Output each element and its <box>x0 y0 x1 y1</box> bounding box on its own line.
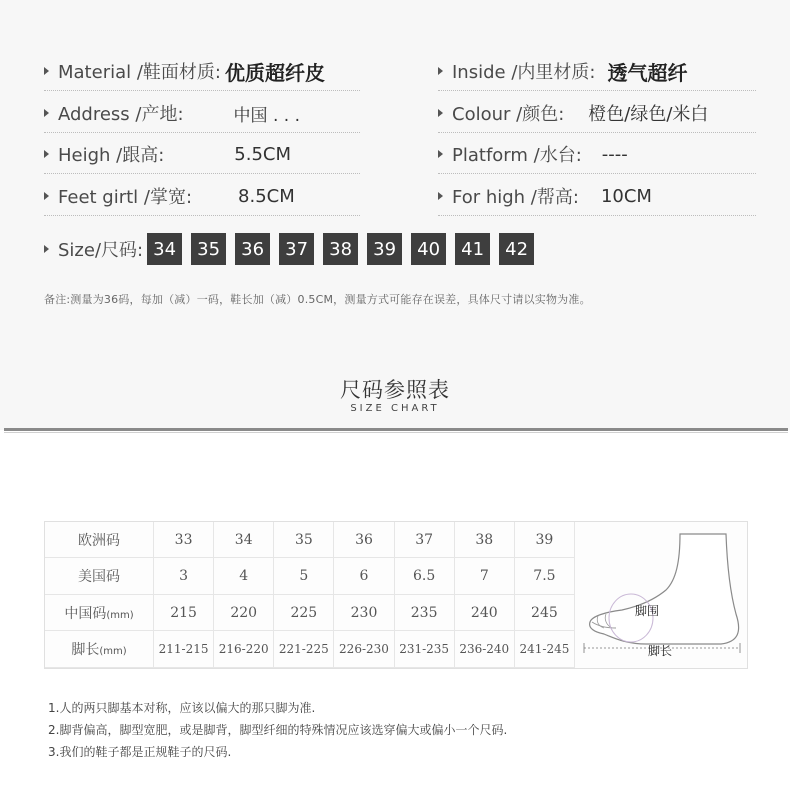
size-selector <box>44 232 543 266</box>
spec-value: 5.5CM <box>234 143 292 165</box>
size-option: 36 <box>235 233 270 265</box>
table-cell: 241-245 <box>514 631 574 668</box>
spec-value: 中国 . . . <box>233 105 300 126</box>
bullet-arrow-icon <box>438 192 443 200</box>
table-row <box>45 631 575 668</box>
table-row <box>45 522 575 558</box>
rule-item: 3.我们的鞋子都是正规鞋子的尺码. <box>48 745 232 759</box>
size-chart-table <box>45 522 575 668</box>
spec-value: 透气超纤 <box>607 60 688 85</box>
size-option: 40 <box>411 233 446 265</box>
table-cell: 216-220 <box>214 631 274 668</box>
bullet-arrow-icon <box>438 150 443 158</box>
spec-value: 10CM <box>600 185 652 207</box>
table-cell: 221-225 <box>274 631 334 668</box>
table-cell: 34 <box>214 522 274 558</box>
row-header: 脚长(mm) <box>45 631 154 668</box>
spec-label: Platform /水台: <box>452 145 582 166</box>
table-cell: 6 <box>334 558 394 595</box>
bullet-arrow-icon <box>44 150 49 158</box>
size-chart-subtitle: SIZE CHART <box>350 403 440 414</box>
spec-forhigh <box>438 177 756 216</box>
table-cell: 215 <box>154 594 214 631</box>
bullet-arrow-icon <box>44 192 49 200</box>
spec-label: Heigh /跟高: <box>58 145 165 166</box>
size-chart <box>44 521 748 669</box>
spec-value: 8.5CM <box>238 185 295 207</box>
size-option: 37 <box>279 233 314 265</box>
bullet-arrow-icon <box>438 109 443 117</box>
spec-value: ---- <box>601 143 628 165</box>
table-cell: 226-230 <box>334 631 394 668</box>
table-cell: 5 <box>274 558 334 595</box>
table-cell: 7 <box>454 558 514 595</box>
size-option: 39 <box>367 233 402 265</box>
size-option: 34 <box>147 233 182 265</box>
table-cell: 7.5 <box>514 558 574 595</box>
table-cell: 4 <box>214 558 274 595</box>
size-option: 35 <box>191 233 226 265</box>
bullet-arrow-icon <box>438 67 443 75</box>
table-row <box>45 558 575 595</box>
row-header: 中国码(mm) <box>45 594 154 631</box>
rule-item: 2.脚背偏高，脚型宽肥，或是脚背，脚型纤细的特殊情况应该选穿偏大或偏小一个尺码. <box>48 723 508 737</box>
section-divider <box>4 432 788 433</box>
spec-feet <box>44 177 360 216</box>
spec-label: Inside /内里材质: <box>452 62 596 83</box>
table-cell: 36 <box>334 522 394 558</box>
table-cell: 38 <box>454 522 514 558</box>
spec-value: 优质超纤皮 <box>224 60 325 85</box>
spec-label: Feet girtl /掌宽: <box>58 187 193 208</box>
spec-label: For high /帮高: <box>452 187 579 208</box>
foot-length-label: 脚长 <box>648 644 673 658</box>
row-header: 美国码 <box>45 558 154 595</box>
size-option: 41 <box>455 233 490 265</box>
table-cell: 236-240 <box>454 631 514 668</box>
table-cell: 220 <box>214 594 274 631</box>
spec-inside <box>438 52 756 91</box>
section-divider <box>4 428 788 431</box>
table-cell: 231-235 <box>394 631 454 668</box>
table-cell: 240 <box>454 594 514 631</box>
table-cell: 225 <box>274 594 334 631</box>
table-cell: 3 <box>154 558 214 595</box>
spec-label: Material /鞋面材质: <box>58 62 221 83</box>
spec-colour <box>438 94 756 133</box>
spec-material <box>44 52 360 91</box>
size-option: 42 <box>499 233 534 265</box>
table-cell: 33 <box>154 522 214 558</box>
sizing-rules <box>48 700 507 766</box>
rule-item: 1.人的两只脚基本对称，应该以偏大的那只脚为准. <box>48 701 316 715</box>
size-chart-title: 尺码参照表 <box>340 378 450 402</box>
bullet-arrow-icon <box>44 245 49 253</box>
table-cell: 6.5 <box>394 558 454 595</box>
table-cell: 230 <box>334 594 394 631</box>
table-cell: 211-215 <box>154 631 214 668</box>
bullet-arrow-icon <box>44 67 49 75</box>
size-label: Size/尺码: <box>58 240 144 261</box>
spec-label: Colour /颜色: <box>452 104 565 125</box>
row-header: 欧洲码 <box>45 522 154 558</box>
measurement-note: 备注:测量为36码，每加（减）一码，鞋长加（减）0.5CM，测量方式可能存在误差，具体尺寸请以实物为准。 <box>44 293 591 306</box>
spec-address <box>44 94 360 133</box>
table-cell: 235 <box>394 594 454 631</box>
bullet-arrow-icon <box>44 109 49 117</box>
size-option: 38 <box>323 233 358 265</box>
table-cell: 39 <box>514 522 574 558</box>
table-cell: 245 <box>514 594 574 631</box>
table-row <box>45 594 575 631</box>
table-cell: 37 <box>394 522 454 558</box>
spec-heigh <box>44 135 360 174</box>
foot-measurement-diagram <box>576 522 747 668</box>
spec-value: 橙色/绿色/米白 <box>588 104 709 125</box>
table-cell: 35 <box>274 522 334 558</box>
foot-girth-label: 脚围 <box>635 604 660 618</box>
spec-label: Address /产地: <box>58 104 184 125</box>
spec-platform <box>438 135 756 174</box>
